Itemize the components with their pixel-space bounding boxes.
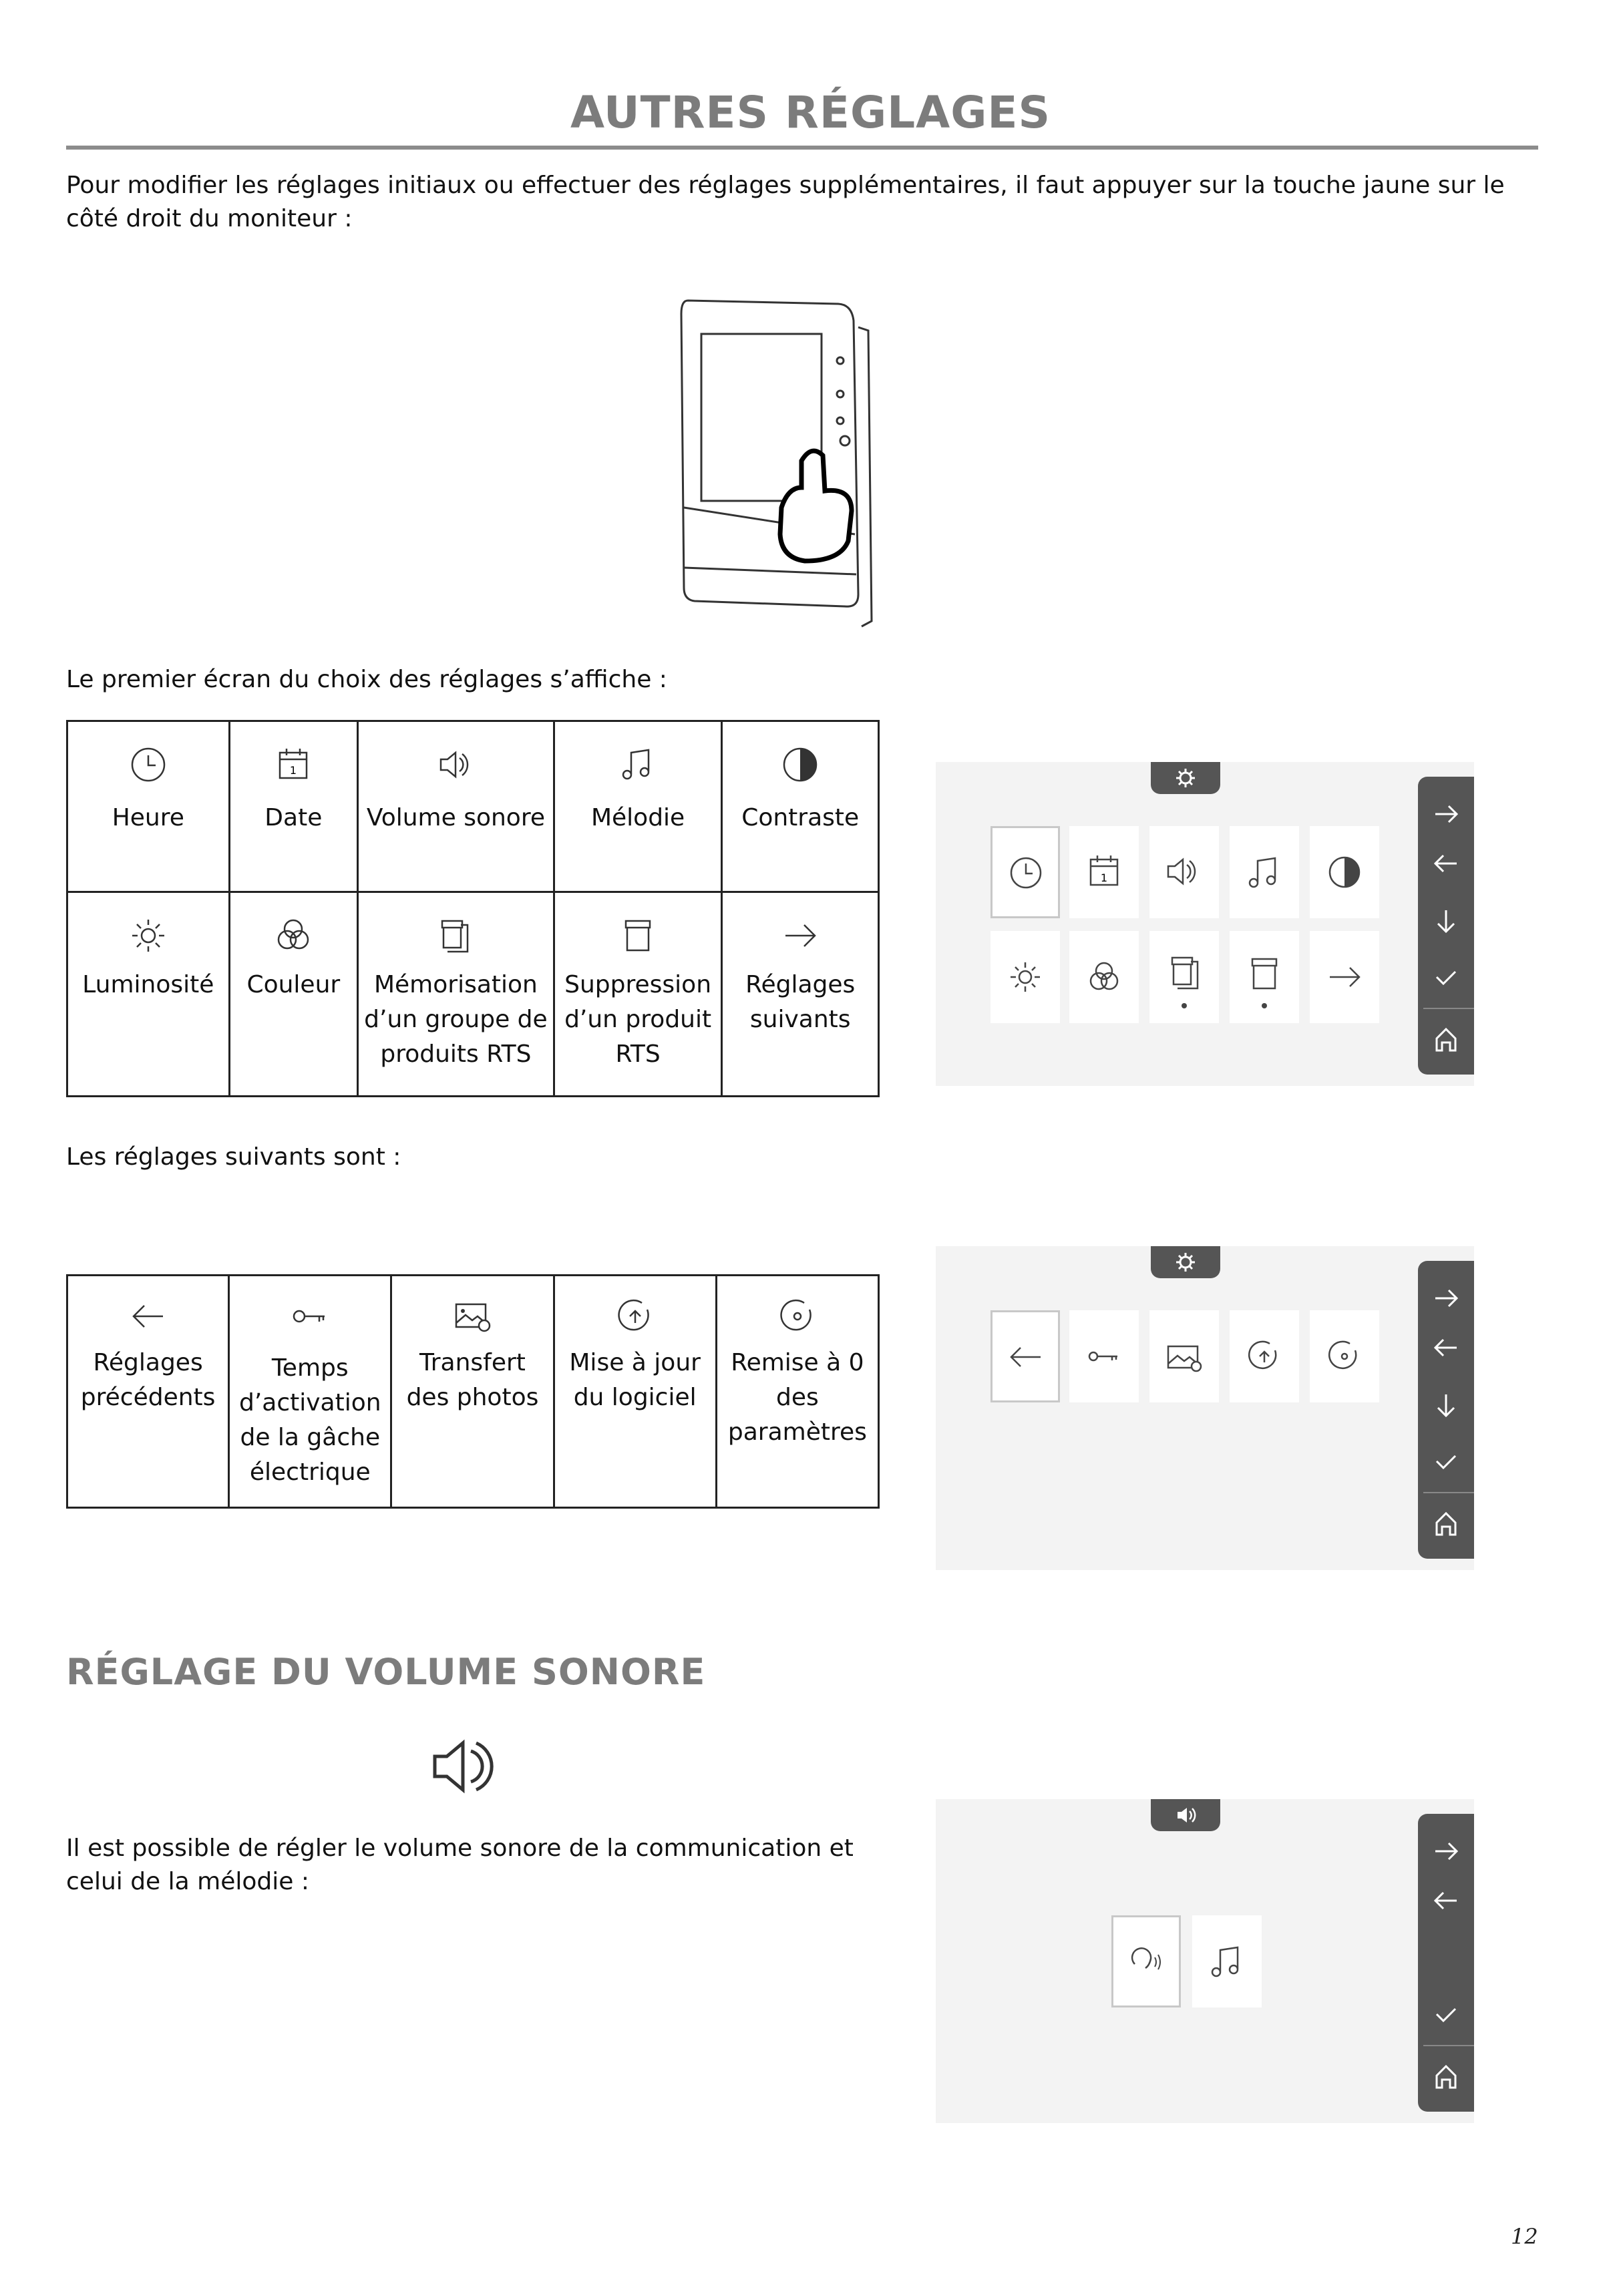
- cell-label: Contraste: [741, 804, 860, 831]
- table-cell: [554, 721, 722, 892]
- side-nav: [1418, 1261, 1474, 1559]
- svg-text:1: 1: [290, 764, 297, 777]
- tile-heure[interactable]: [990, 826, 1060, 918]
- screen-tab: [1151, 1799, 1220, 1831]
- gear-icon: [1151, 762, 1220, 794]
- section-title-volume: RÉGLAGE DU VOLUME SONORE: [66, 1651, 706, 1693]
- contrast-icon: [1310, 826, 1379, 918]
- arrow-right-icon: [1435, 806, 1457, 822]
- trash-icon: [618, 916, 658, 956]
- tile-volume-communication[interactable]: [1111, 1915, 1181, 2007]
- tile-volume[interactable]: [1149, 826, 1219, 918]
- tile-gache[interactable]: [1069, 1310, 1139, 1402]
- table-cell: [67, 892, 230, 1097]
- contrast-icon: [780, 745, 820, 785]
- sun-icon: [990, 931, 1060, 1023]
- memorize-icon: [435, 916, 476, 956]
- reset-icon: [777, 1296, 818, 1336]
- table-cell: [554, 1276, 716, 1508]
- arrow-right-icon: [780, 916, 820, 956]
- table-cell: [229, 721, 357, 892]
- side-nav: [1418, 1814, 1474, 2112]
- home-icon: [1437, 2066, 1455, 2088]
- speaker-icon: [1149, 826, 1219, 918]
- table-cell: [722, 892, 879, 1097]
- volume-screen: [936, 1799, 1474, 2123]
- music-note-icon: [1192, 1915, 1262, 2007]
- table-cell: [67, 721, 230, 892]
- speaker-icon: [1151, 1799, 1220, 1831]
- monitor-illustration: [668, 287, 882, 634]
- screen-tab: [1151, 1246, 1220, 1278]
- page-number: 12: [1511, 2224, 1538, 2249]
- check-icon: [1437, 2009, 1455, 2021]
- cell-label: Temps d’activation de la gâche électrique: [238, 1354, 381, 1486]
- color-circles-icon: [273, 916, 313, 956]
- cell-label: Réglages suivants: [745, 971, 856, 1033]
- cell-label: Date: [264, 804, 323, 831]
- trash-icon: [1230, 931, 1299, 1023]
- music-note-icon: [618, 745, 658, 785]
- cell-label: Mémorisation d’un groupe de produits RTS: [364, 971, 548, 1068]
- title-rule: [66, 146, 1538, 150]
- arrow-left-icon: [1435, 1340, 1457, 1356]
- settings-table-2: [66, 1274, 880, 1509]
- check-icon: [1437, 972, 1455, 984]
- color-circles-icon: [1069, 931, 1139, 1023]
- volume-paragraph: Il est possible de régler le volume sonore de la communication et celui de la mélodie :: [66, 1835, 854, 1895]
- table-cell: [554, 892, 722, 1097]
- arrow-left-icon: [128, 1296, 168, 1336]
- arrow-right-icon: [1310, 931, 1379, 1023]
- arrow-left-icon: [1435, 1893, 1457, 1909]
- tile-reglages-precedents[interactable]: [990, 1310, 1060, 1402]
- check-icon: [1437, 1456, 1455, 1468]
- arrow-left-icon: [1435, 855, 1457, 872]
- next-settings-caption: Les réglages suivants sont :: [66, 1143, 401, 1171]
- arrow-right-icon: [1435, 1843, 1457, 1859]
- tile-mise-a-jour[interactable]: [1230, 1310, 1299, 1402]
- cell-label: Volume sonore: [366, 804, 545, 831]
- tile-photos[interactable]: [1149, 1310, 1219, 1402]
- speaker-icon: [431, 1736, 511, 1796]
- side-nav: [1418, 777, 1474, 1075]
- gear-icon: [1151, 1246, 1220, 1278]
- intro-paragraph: Pour modifier les réglages initiaux ou effectuer des réglages supplémentaires, il faut appuyer sur la touche jaune sur le côté droit du moniteur :: [66, 172, 1505, 232]
- arrow-down-icon: [1438, 910, 1454, 932]
- settings-screen-2: [936, 1246, 1474, 1570]
- table-cell: [229, 1276, 391, 1508]
- key-icon: [290, 1296, 330, 1336]
- table-cell: [67, 1276, 229, 1508]
- cell-label: Couleur: [246, 971, 341, 998]
- calendar-icon: [273, 745, 313, 785]
- tile-melodie[interactable]: [1230, 826, 1299, 918]
- arrow-left-icon: [993, 1312, 1059, 1402]
- photo-transfer-icon: [452, 1296, 492, 1336]
- first-screen-caption: Le premier écran du choix des réglages s’affiche :: [66, 666, 667, 693]
- side-nav-icons: [1418, 1814, 1474, 2112]
- cell-label: Suppression d’un produit RTS: [564, 971, 712, 1068]
- calendar-icon: [1069, 826, 1139, 918]
- update-icon: [1230, 1310, 1299, 1402]
- table-cell: [358, 892, 554, 1097]
- screen-tab: [1151, 762, 1220, 794]
- side-nav-icons: [1418, 1261, 1474, 1559]
- key-icon: [1069, 1310, 1139, 1402]
- cell-label: Heure: [112, 804, 184, 831]
- page-title: AUTRES RÉGLAGES: [570, 87, 1051, 138]
- memorize-icon: [1149, 931, 1219, 1023]
- arrow-down-icon: [1438, 1394, 1454, 1416]
- tile-date[interactable]: [1069, 826, 1139, 918]
- home-icon: [1437, 1029, 1455, 1050]
- table-cell: [358, 721, 554, 892]
- cell-label: Remise à 0 des paramètres: [727, 1349, 867, 1446]
- tile-contraste[interactable]: [1310, 826, 1379, 918]
- side-nav-icons: [1418, 777, 1474, 1075]
- tile-luminosite[interactable]: [990, 931, 1060, 1023]
- tile-memorisation[interactable]: [1149, 931, 1219, 1023]
- table-cell: [391, 1276, 554, 1508]
- tile-remise-a-zero[interactable]: [1310, 1310, 1379, 1402]
- table-cell: [229, 892, 357, 1097]
- reset-icon: [1310, 1310, 1379, 1402]
- update-icon: [615, 1296, 655, 1336]
- table-cell: [722, 721, 879, 892]
- sun-icon: [128, 916, 168, 956]
- home-icon: [1437, 1513, 1455, 1535]
- speaker-icon: [435, 745, 476, 785]
- cell-label: Mise à jour du logiciel: [569, 1349, 701, 1411]
- photo-transfer-icon: [1149, 1310, 1219, 1402]
- clock-icon: [128, 745, 168, 785]
- cell-label: Luminosité: [82, 971, 214, 998]
- settings-table-1: [66, 720, 880, 1097]
- settings-screen-1: [936, 762, 1474, 1086]
- arrow-right-icon: [1435, 1290, 1457, 1306]
- svg-text:1: 1: [1100, 872, 1108, 884]
- tile-suppression[interactable]: [1230, 931, 1299, 1023]
- ear-sound-icon: [1113, 1917, 1180, 2007]
- table-cell: [716, 1276, 878, 1508]
- clock-icon: [993, 828, 1059, 918]
- cell-label: Réglages précédents: [80, 1349, 216, 1411]
- tile-couleur[interactable]: [1069, 931, 1139, 1023]
- music-note-icon: [1230, 826, 1299, 918]
- tile-volume-melodie[interactable]: [1192, 1915, 1262, 2007]
- tile-reglages-suivants[interactable]: [1310, 931, 1379, 1023]
- cell-label: Mélodie: [590, 804, 685, 831]
- cell-label: Transfert des photos: [406, 1349, 539, 1411]
